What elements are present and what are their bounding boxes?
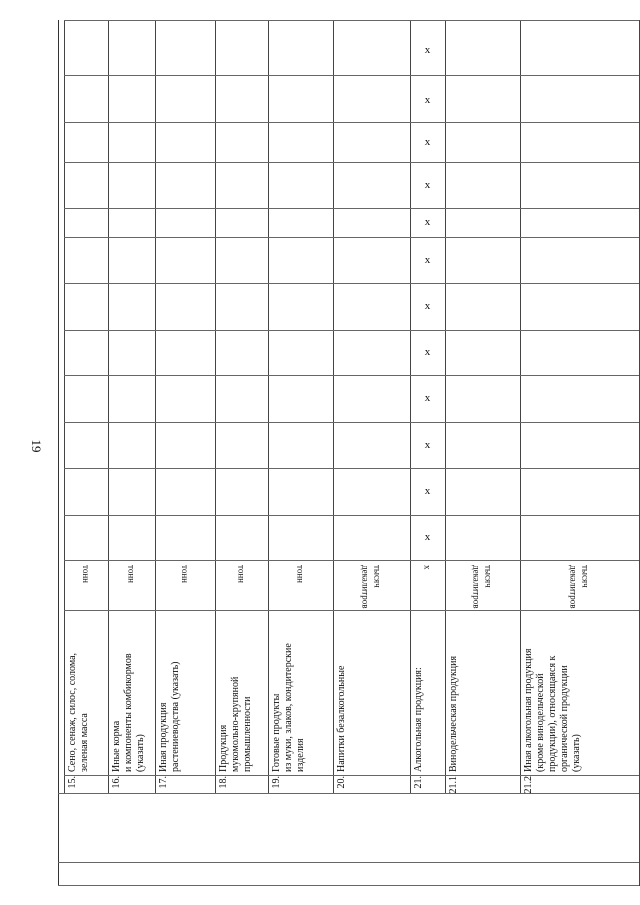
- row-unit: тысяч декалитров: [360, 565, 383, 609]
- row-unit: тонн: [126, 565, 137, 583]
- row-line: [64, 122, 639, 123]
- row-line: [64, 515, 639, 516]
- row-line: [64, 75, 639, 76]
- row-name: Иная алкогольная продукция (кроме винодельческой продукции), относящаяся к органической продукции (указать): [523, 648, 582, 772]
- row-name: Продукция мукомольно-крупяной промышленности: [218, 676, 253, 772]
- row-name: Напитки безалкогольные: [336, 665, 347, 772]
- row-unit: х: [422, 565, 433, 570]
- column-line: [268, 20, 269, 793]
- row-line: [58, 793, 639, 794]
- row-unit: тонн: [180, 565, 190, 583]
- row-line: [64, 610, 639, 611]
- column-line: [333, 20, 334, 793]
- row-unit: тысяч декалитров: [568, 565, 591, 609]
- row-line: [58, 885, 639, 886]
- row-line: [64, 237, 639, 238]
- row-name: Винодельческая продукция: [448, 655, 459, 772]
- column-line: [410, 20, 411, 793]
- row-line: [64, 162, 639, 163]
- row-line: [58, 862, 639, 863]
- x-mark: х: [424, 485, 431, 497]
- row-number: 17.: [158, 776, 169, 789]
- row-line: [64, 775, 639, 776]
- x-mark: х: [424, 300, 431, 312]
- row-line: [64, 20, 639, 21]
- row-line: [64, 560, 639, 561]
- row-line: [64, 468, 639, 469]
- row-number: 15.: [67, 776, 78, 789]
- row-unit: тонн: [81, 565, 91, 583]
- row-unit: тысяч декалитров: [471, 565, 494, 609]
- row-unit: тонн: [236, 565, 247, 583]
- row-number: 21.1: [448, 776, 459, 794]
- x-mark: х: [424, 136, 431, 148]
- x-mark: х: [424, 254, 431, 266]
- row-unit: тонн: [295, 565, 306, 583]
- column-line: [445, 20, 446, 793]
- row-line: [64, 422, 639, 423]
- x-mark: х: [424, 44, 431, 56]
- row-number: 16.: [111, 776, 122, 789]
- x-mark: х: [424, 216, 431, 228]
- row-number: 21.2: [523, 776, 534, 794]
- row-line: [64, 375, 639, 376]
- column-line: [155, 20, 156, 793]
- x-mark: х: [424, 94, 431, 106]
- row-name: Алкогольная продукция:: [413, 667, 424, 772]
- row-line: [64, 330, 639, 331]
- x-mark: х: [424, 346, 431, 358]
- column-line: [520, 20, 521, 793]
- row-number: 18.: [218, 776, 229, 789]
- column-line: [108, 20, 109, 793]
- x-mark: х: [424, 531, 431, 543]
- x-mark: х: [424, 439, 431, 451]
- column-line: [215, 20, 216, 793]
- row-name: Иная продукция растениеводства (указать): [158, 661, 181, 772]
- row-number: 20.: [336, 776, 347, 789]
- page-number: 19: [29, 439, 44, 453]
- x-mark: х: [424, 179, 431, 191]
- row-line: [64, 208, 639, 209]
- row-name: Иные корма и компоненты комбикормов (указать): [111, 653, 146, 772]
- x-mark: х: [424, 392, 431, 404]
- row-number: 19.: [271, 776, 282, 789]
- row-name: Готовые продукты из муки, злаков, кондитерские изделия: [271, 643, 306, 772]
- row-name: Сено, сенаж, силос, солома, зеленая масса: [67, 652, 90, 772]
- row-line: [64, 283, 639, 284]
- column-line: [64, 20, 65, 793]
- row-number: 21.: [413, 776, 424, 789]
